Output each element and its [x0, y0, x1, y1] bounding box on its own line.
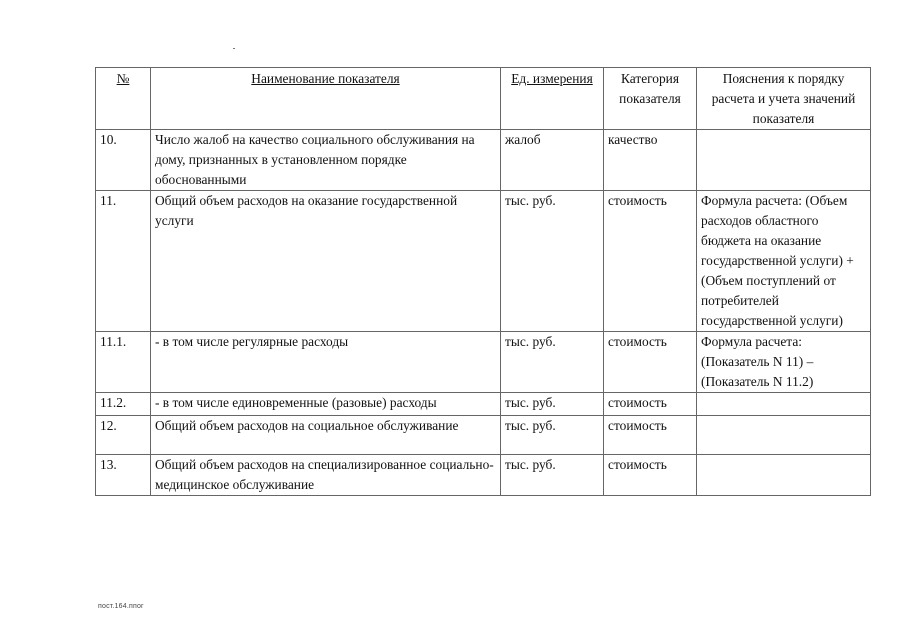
row-unit: тыс. руб. [501, 455, 604, 496]
row-number: 11.1. [96, 332, 151, 393]
row-category: стоимость [604, 416, 697, 455]
row-number: 10. [96, 130, 151, 191]
header-category: Категория показателя [604, 68, 697, 130]
row-explanation [697, 393, 871, 416]
row-category: стоимость [604, 191, 697, 332]
row-indicator-name: - в том числе регулярные расходы [151, 332, 501, 393]
table-row [96, 191, 871, 332]
row-number: 13. [96, 455, 151, 496]
row-explanation [697, 130, 871, 191]
header-explanation: Пояснения к порядку расчета и учета значений показателя [697, 68, 871, 130]
table-row [96, 393, 871, 416]
header-number: № [96, 68, 151, 130]
row-unit: тыс. руб. [501, 393, 604, 416]
row-number: 12. [96, 416, 151, 455]
row-category: стоимость [604, 455, 697, 496]
indicators-table [95, 67, 871, 496]
row-unit: жалоб [501, 130, 604, 191]
table-row [96, 455, 871, 496]
table-row [96, 332, 871, 393]
table-row [96, 416, 871, 455]
row-explanation: Формула расчета: (Показатель N 11) – (Показатель N 11.2) [697, 332, 871, 393]
row-indicator-name: Общий объем расходов на оказание государственной услуги [151, 191, 501, 332]
row-unit: тыс. руб. [501, 191, 604, 332]
row-indicator-name: Число жалоб на качество социального обслуживания на дому, признанных в установленном порядке обоснованными [151, 130, 501, 191]
row-category: стоимость [604, 393, 697, 416]
row-unit: тыс. руб. [501, 416, 604, 455]
table-row [96, 130, 871, 191]
header-unit: Ед. измерения [501, 68, 604, 130]
header-indicator-name: Наименование показателя [151, 68, 501, 130]
scan-speck [233, 48, 235, 49]
row-number: 11. [96, 191, 151, 332]
row-indicator-name: Общий объем расходов на социальное обслуживание [151, 416, 501, 455]
row-explanation [697, 455, 871, 496]
row-category: стоимость [604, 332, 697, 393]
row-explanation: Формула расчета: (Объем расходов областного бюджета на оказание государственной услуги) + (Объем поступлений от потребителей государственной услуги) [697, 191, 871, 332]
row-unit: тыс. руб. [501, 332, 604, 393]
row-indicator-name: - в том числе единовременные (разовые) расходы [151, 393, 501, 416]
footer-doc-id: пост.164.ппог [98, 603, 144, 610]
row-indicator-name: Общий объем расходов на специализированное социально-медицинское обслуживание [151, 455, 501, 496]
row-number: 11.2. [96, 393, 151, 416]
row-category: качество [604, 130, 697, 191]
table-header-row [96, 68, 871, 130]
row-explanation [697, 416, 871, 455]
